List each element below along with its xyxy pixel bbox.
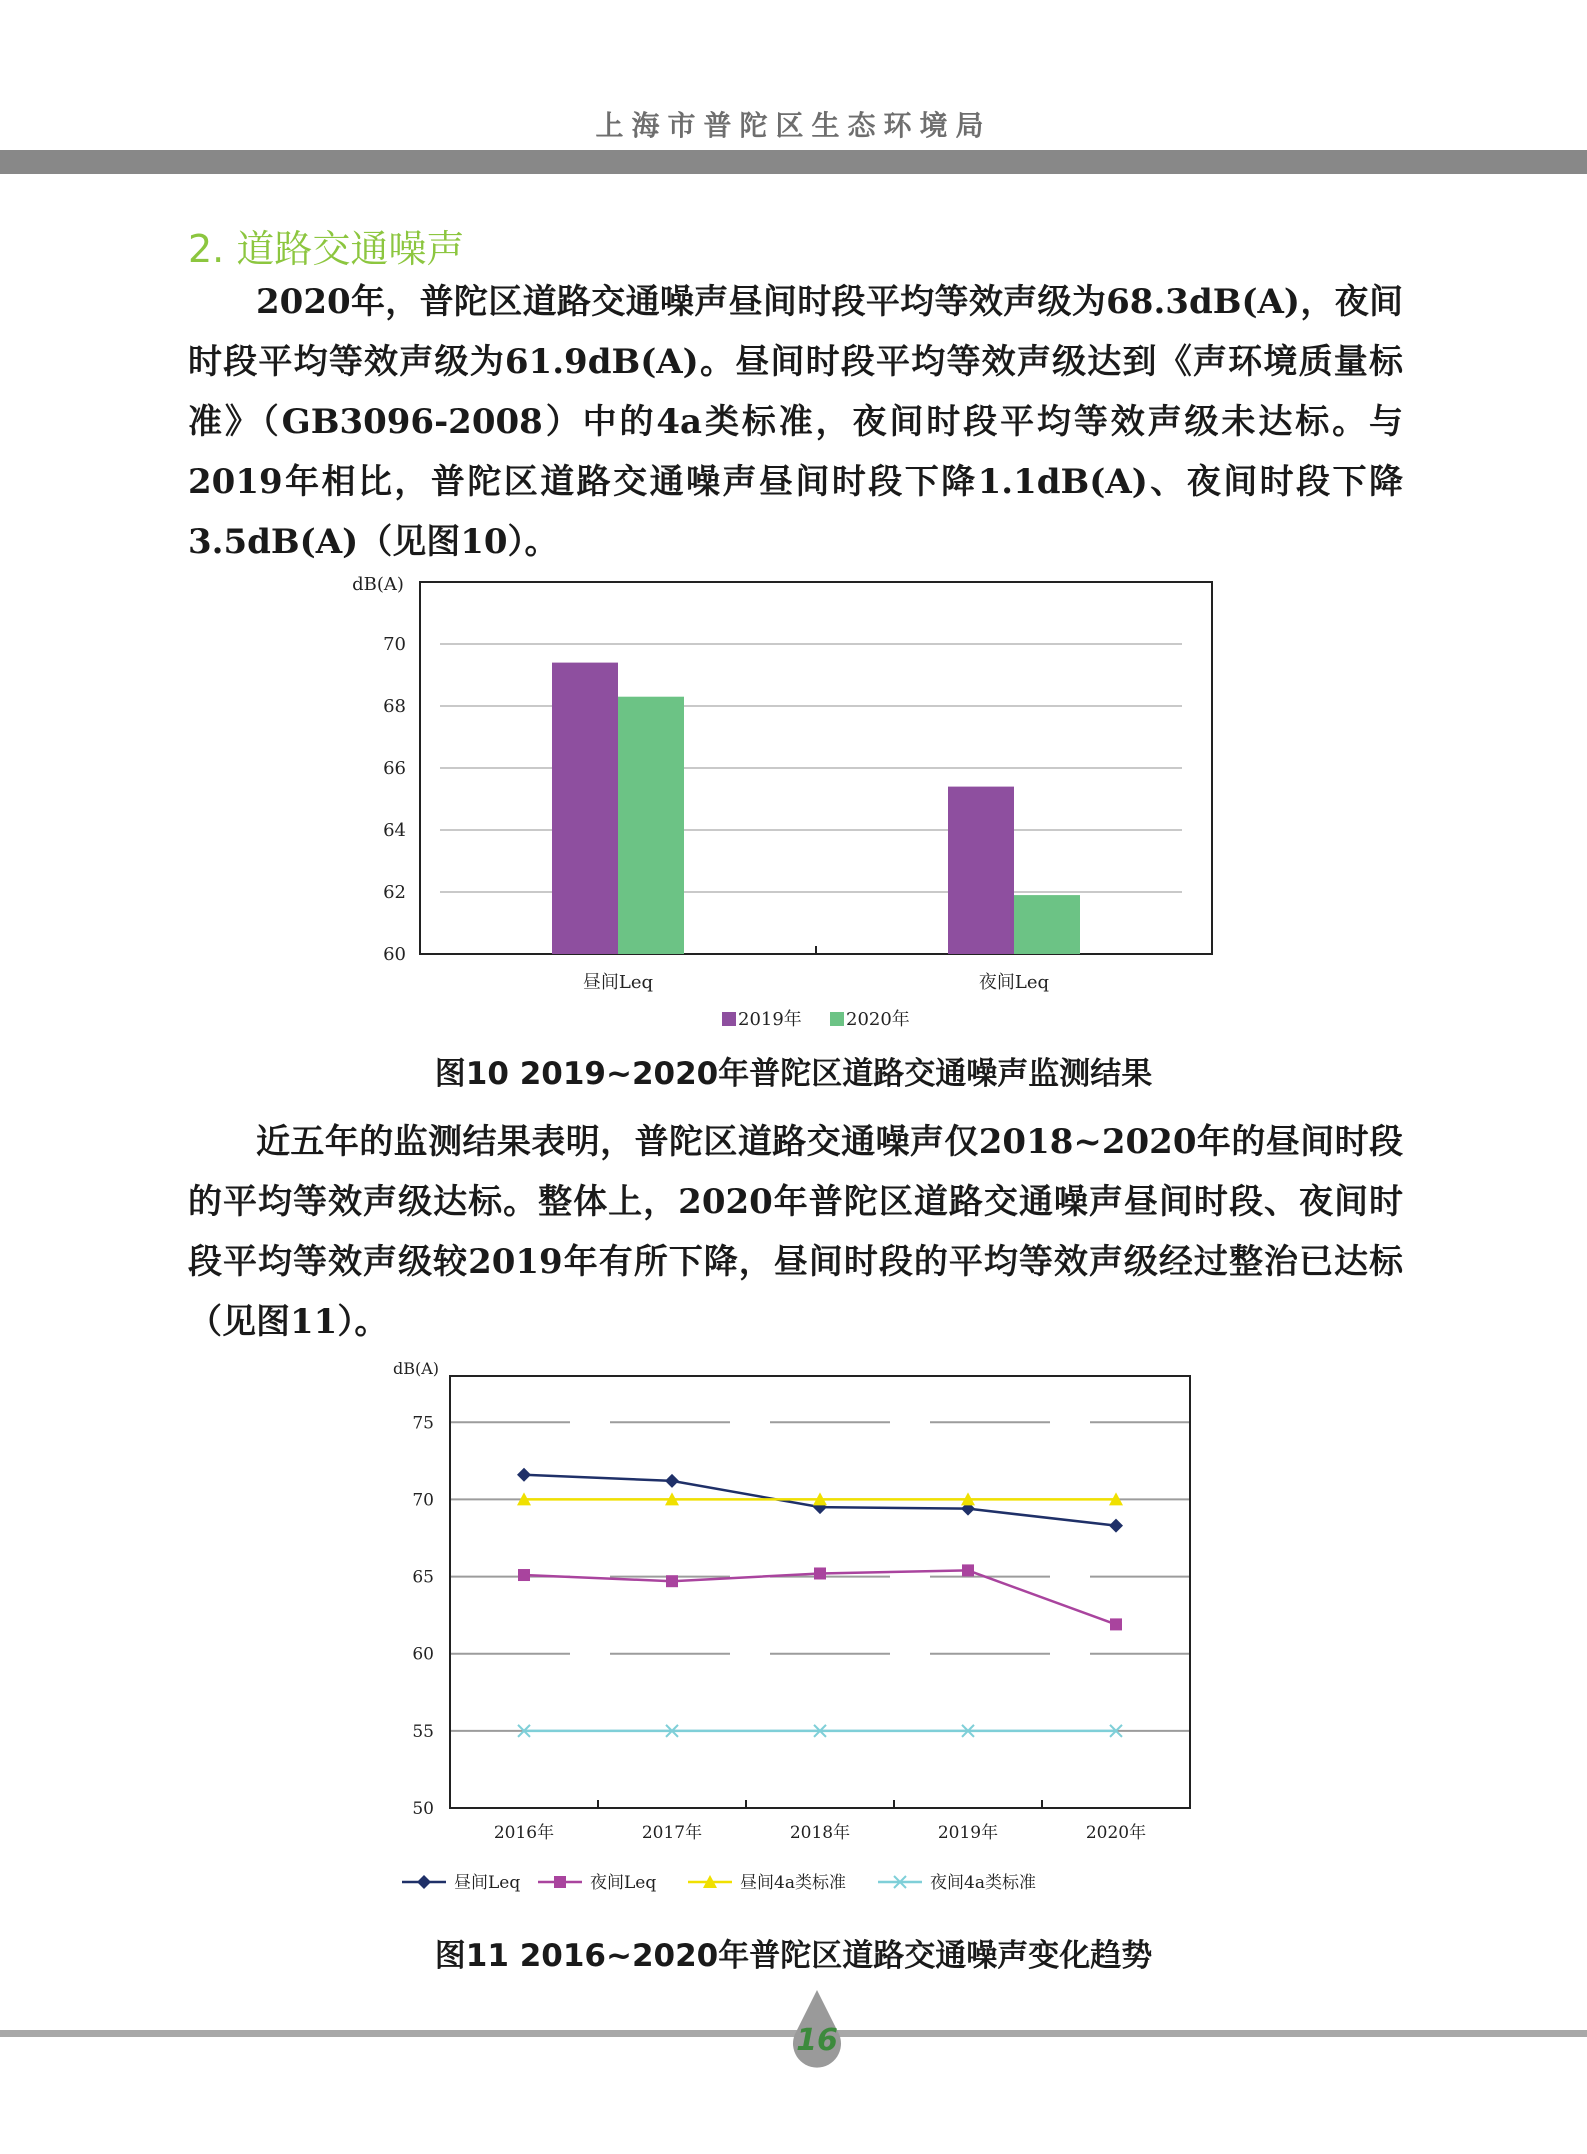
y-tick-label: 50 [412,1799,434,1819]
y-tick-label: 55 [412,1721,434,1742]
legend-marker [554,1876,566,1888]
data-point [1110,1618,1122,1630]
y-axis-unit: dB(A) [392,1359,440,1378]
legend-label: 2019年 [738,1009,802,1030]
y-tick-label: 75 [412,1413,434,1434]
legend-swatch [722,1012,736,1026]
plot-area [450,1376,1190,1808]
bar [1014,895,1080,954]
x-tick-label: 夜间Leq [978,972,1050,993]
y-tick-label: 66 [383,758,406,779]
page-number: 16 [796,2023,838,2058]
figure-10-bar-chart [340,568,1220,1038]
header-bar [0,150,1587,174]
data-point [962,1564,974,1576]
x-tick-label: 2017年 [641,1823,703,1843]
x-tick-label: 昼间Leq [582,972,654,993]
y-tick-label: 65 [412,1567,434,1588]
y-tick-label: 68 [383,696,406,717]
legend-label: 昼间4a类标准 [740,1873,846,1893]
bar [948,787,1014,954]
x-tick-label: 2020年 [1085,1823,1147,1843]
section-title: 2. 道路交通噪声 [188,227,465,271]
figure-11-caption: 图11 2016~2020年普陀区道路交通噪声变化趋势 [434,1938,1153,1974]
data-point [1109,1519,1123,1533]
legend-swatch [830,1012,844,1026]
x-tick-label: 2018年 [789,1823,851,1843]
y-tick-label: 60 [412,1644,434,1665]
y-tick-label: 64 [383,820,406,841]
x-tick-label: 2019年 [937,1823,999,1843]
legend-label: 昼间Leq [454,1873,521,1893]
y-tick-label: 70 [383,634,406,655]
y-axis-unit: dB(A) [352,574,404,595]
paragraph-1: 2020年，普陀区道路交通噪声昼间时段平均等效声级为68.3dB(A)，夜间时段平均等效声级为61.9dB(A)。昼间时段平均等效声级达到《声环境质量标准》（GB3096-2008）中的4a类标准，夜间时段平均等效声级未达标。与2019年相比，普陀区道路交通噪声昼间时段下降1.1dB(A)、夜间时段下降3.5dB(A)（见图10）。 [188,282,1404,562]
page-number-badge [787,1988,847,2068]
paragraph-2: 近五年的监测结果表明，普陀区道路交通噪声仅2018~2020年的昼间时段的平均等效声级达标。整体上，2020年普陀区道路交通噪声昼间时段、夜间时段平均等效声级较2019年有所下降，昼间时段的平均等效声级经过整治已达标（见图11）。 [188,1122,1403,1342]
y-tick-label: 70 [412,1490,434,1511]
x-tick-label: 2016年 [493,1823,555,1843]
figure-11-line-chart [370,1350,1210,1910]
data-point [814,1567,826,1579]
bar [618,697,684,954]
legend-marker [417,1875,431,1889]
header-title: 上海市普陀区生态环境局 [595,109,992,142]
data-point [517,1468,531,1482]
legend-label: 夜间4a类标准 [930,1873,1036,1893]
data-point [666,1575,678,1587]
legend-label: 2020年 [846,1009,910,1030]
legend-label: 夜间Leq [590,1873,657,1893]
y-tick-label: 60 [383,944,406,965]
data-point [518,1569,530,1581]
bar [552,663,618,954]
figure-10-caption: 图10 2019~2020年普陀区道路交通噪声监测结果 [434,1056,1153,1092]
data-point [665,1474,679,1488]
y-tick-label: 62 [383,882,406,903]
